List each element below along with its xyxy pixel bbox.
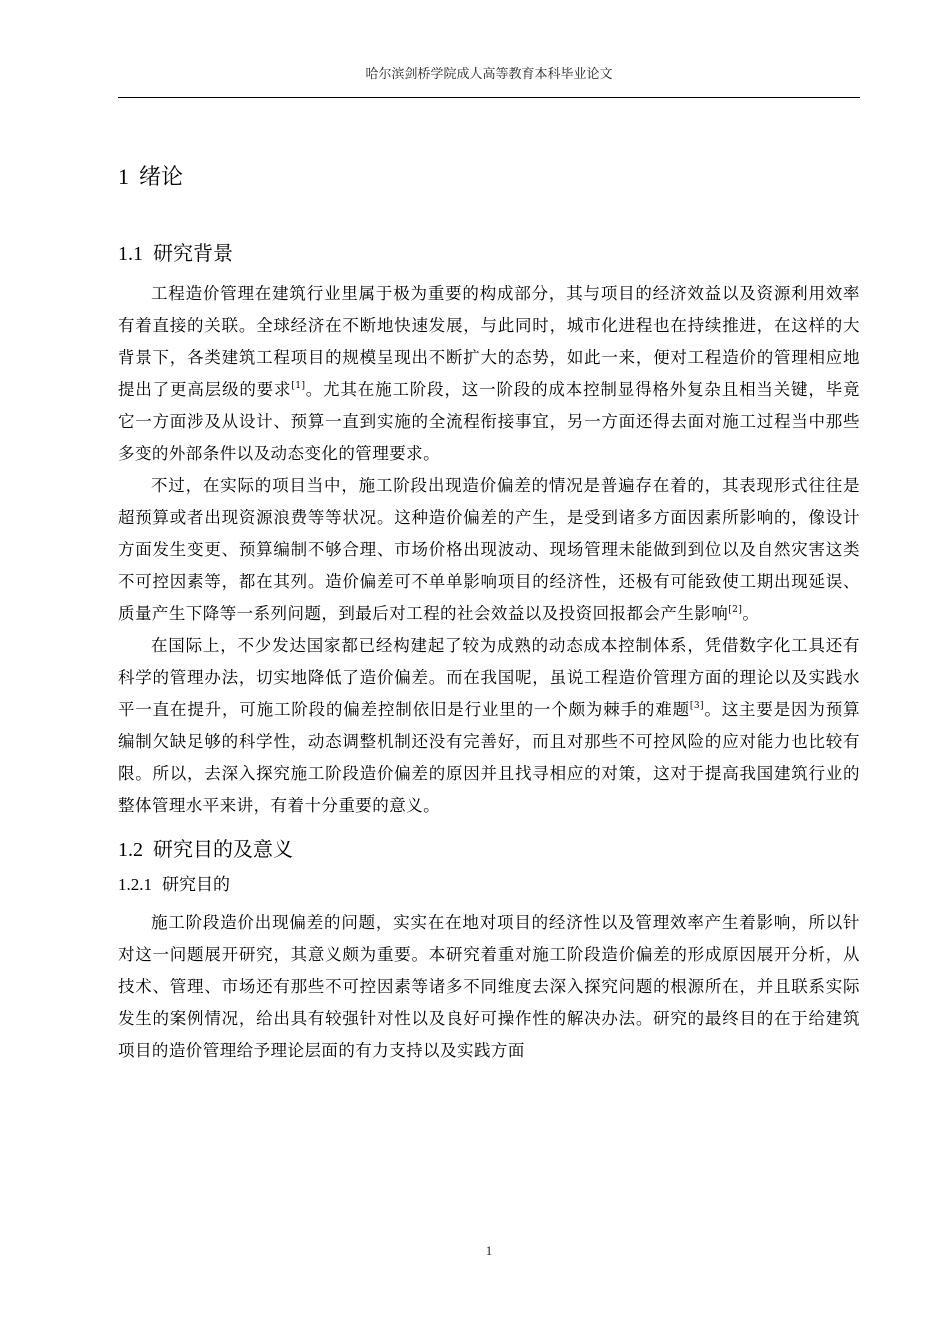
body-paragraph bbox=[118, 630, 860, 822]
paragraph-text: 在国际上，不少发达国家都已经构建起了较为成熟的动态成本控制体系，凭借数字化工具还有科学的管理办法，切实地降低了造价偏差。而在我国呢，虽说工程造价管理方面的理论以及实践水平一直在提升，可施工阶段的偏差控制依旧是行业里的一个颇为棘手的难题 bbox=[118, 636, 860, 719]
subsection-heading-1-2-1 bbox=[118, 871, 860, 899]
section-title: 研究目的及意义 bbox=[153, 837, 293, 861]
paragraph-text: 。 bbox=[742, 604, 760, 623]
section-title: 研究背景 bbox=[153, 241, 233, 265]
chapter-title: 绪论 bbox=[139, 165, 184, 190]
citation-reference[interactable]: [2] bbox=[728, 605, 743, 615]
page-header: 哈尔滨剑桥学院成人高等教育本科毕业论文 bbox=[365, 67, 613, 82]
body-paragraph bbox=[118, 470, 860, 630]
body-paragraph bbox=[118, 278, 860, 470]
body-paragraph: 施工阶段造价出现偏差的问题，实实在在地对项目的经济性以及管理效率产生着影响，所以针对这一问题展开研究，其意义颇为重要。本研究着重对施工阶段造价偏差的形成原因展开分析，从技术、管理、市场还有那些不可控因素等诸多不同维度去深入探究问题的根源所在，并且联系实际发生的案例情况，给出具有较强针对性以及良好可操作性的解决办法。研究的最终目的在于给建筑项目的造价管理给予理论层面的有力支持以及实践方面 bbox=[118, 913, 860, 1060]
section-heading-1-2 bbox=[118, 834, 860, 865]
paragraph-text: 工程造价管理在建筑行业里属于极为重要的构成部分，其与项目的经济效益以及资源利用效率有着直接的关联。全球经济在不断地快速发展，与此同时，城市化进程也在持续推进，在这样的大背景下，各类建筑工程项目的规模呈现出不断扩大的态势，如此一来，便对工程造价的管理相应地提出了更高层级的要求 bbox=[118, 284, 860, 399]
page-number: 1 bbox=[485, 1243, 493, 1258]
paragraph-text: 。尤其在施工阶段，这一阶段的成本控制显得格外复杂且相当关键，毕竟它一方面涉及从设计、预算一直到实施的全流程衔接事宜，另一方面还得去面对施工过程当中那些多变的外部条件以及动态变化的管理要求。 bbox=[118, 380, 861, 463]
section-number: 1.1 bbox=[118, 243, 143, 265]
section-number: 1.2 bbox=[118, 839, 143, 861]
citation-reference[interactable]: [1] bbox=[291, 381, 306, 391]
chapter-number: 1 bbox=[118, 164, 129, 189]
subsection-title: 研究目的 bbox=[162, 875, 230, 895]
paragraph-text: 。这主要是因为预算编制欠缺足够的科学性，动态调整机制还没有完善好，而且对那些不可控风险的应对能力也比较有限。所以，去深入探究施工阶段造价偏差的原因并且找寻相应的对策，这对于提高我国建筑行业的整体管理水平来讲，有着十分重要的意义。 bbox=[118, 700, 860, 815]
chapter-heading bbox=[118, 140, 860, 210]
header-divider bbox=[118, 97, 860, 98]
subsection-number: 1.2.1 bbox=[118, 875, 152, 894]
citation-reference[interactable]: [3] bbox=[689, 701, 705, 711]
section-heading-1-1 bbox=[118, 238, 860, 269]
paragraph-text: 不过，在实际的项目当中，施工阶段出现造价偏差的情况是普遍存在着的，其表现形式往往是超预算或者出现资源浪费等等状况。这种造价偏差的产生，是受到诸多方面因素所影响的，像设计方面发生变更、预算编制不够合理、市场价格出现波动、现场管理未能做到到位以及自然灾害这类不可控因素等，都在其列。造价偏差可不单单影响项目的经济性，还极有可能致使工期出现延误、质量产生下降等一系列问题，到最后对工程的社会效益以及投资回报都会产生影响 bbox=[118, 476, 860, 623]
page-content bbox=[118, 140, 860, 1067]
